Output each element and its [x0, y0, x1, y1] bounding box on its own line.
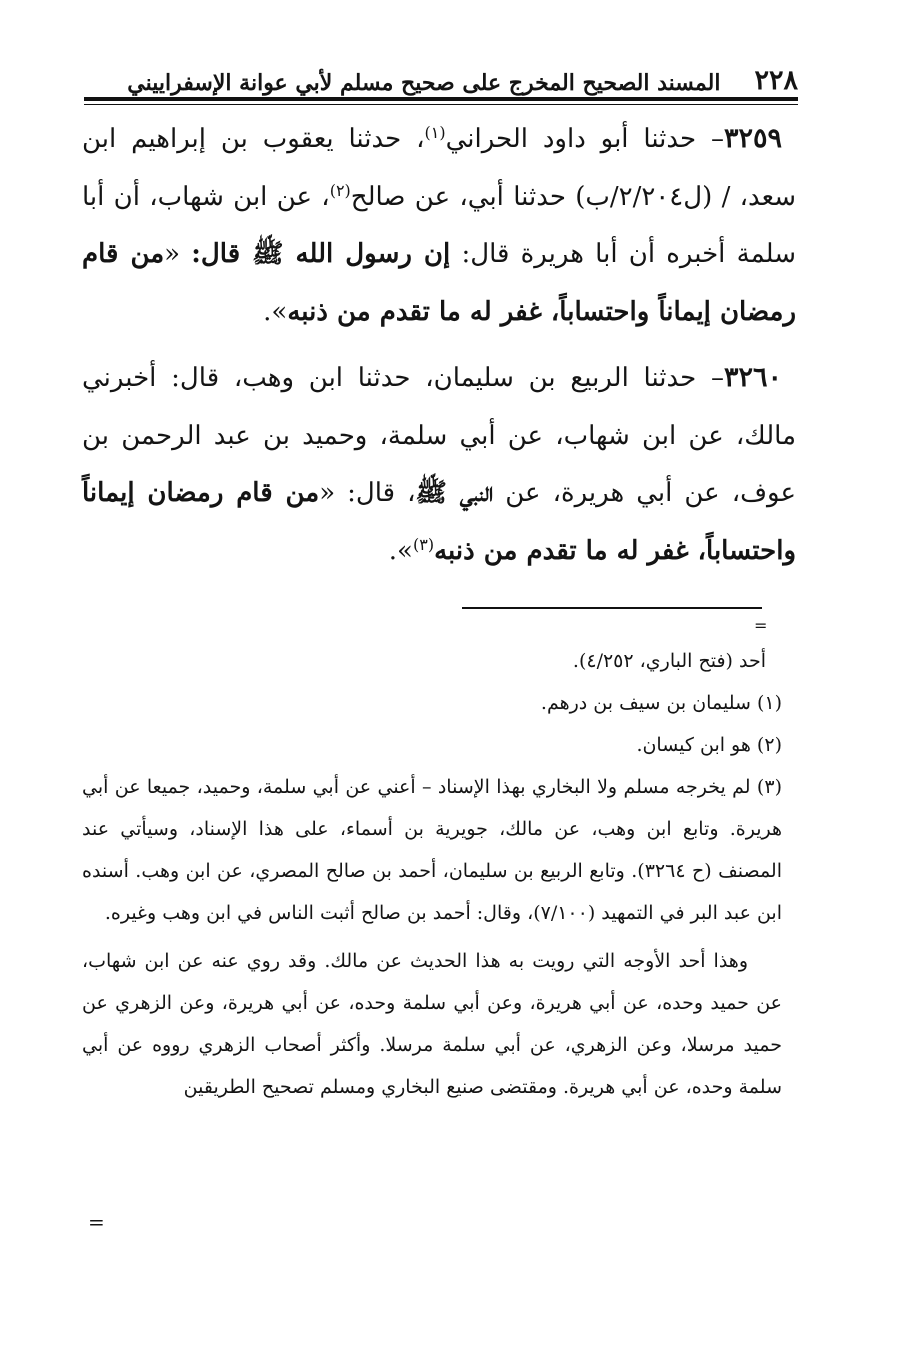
hadith-number: ٣٢٦٠	[723, 362, 782, 393]
hadith-matn: من قام رمضان إيماناً واحتساباً، غفر له ما تقدم من ذنبه	[82, 478, 796, 566]
footnote-ref: (٢)	[329, 180, 351, 200]
page-header	[82, 58, 798, 94]
header-rule-thick	[84, 97, 798, 101]
hadith-bold-text: إن رسول الله ﷺ قال:	[191, 239, 451, 269]
hadith-3260	[82, 349, 796, 580]
hadith-matn: من قام رمضان إيماناً واحتساباً، غفر له ما تقدم من ذنبه	[82, 239, 796, 327]
footnote-1: (١) سليمان بن سيف بن درهم.	[540, 692, 782, 714]
quote-close: ».	[263, 296, 288, 327]
footnote-3-paragraph: وهذا أحد الأوجه التي رويت به هذا الحديث عن مالك. وقد روي عنه عن ابن شهاب، عن حميد وحده، عن أبي هريرة، وعن أبي سلمة وحده، عن أبي هريرة، وعن الزهري عن حميد مرسلا، وعن الزهري، عن أبي سلمة مرسلا. وأكثر أصحاب الزهري رووه عن أبي سلمة وحده، عن أبي هريرة. ومقتضى صنيع البخاري ومسلم تصحيح الطريقين	[82, 950, 782, 1098]
running-title: المسند الصحيح المخرج على صحيح مسلم لأبي عوانة الإسفراييني	[127, 70, 721, 96]
quote-open: «	[164, 239, 192, 269]
hadith-text: – حدثنا الربيع بن سليمان، حدثنا ابن وهب، قال: أخبرني مالك، عن ابن شهاب، عن أبي سلمة، وحميد بن عبد الرحمن بن عوف، عن أبي هريرة، عن	[82, 363, 796, 508]
quote-close: ».	[388, 535, 413, 566]
hadith-bold-text: النبي ﷺ	[415, 478, 494, 508]
hadith-text: – حدثنا أبو داود الحراني	[445, 124, 724, 154]
footnote-3: (٣) لم يخرجه مسلم ولا البخاري بهذا الإسناد – أعني عن أبي سلمة، وحميد، جميعا عن أبي هريرة. وتابع ابن وهب، عن مالك، جويرية بن أسماء، على هذا الإسناد، وسيأتي عند المصنف (ح ٣٢٦٤). وتابع الربيع بن سليمان، أحمد بن صالح المصري، عن ابن وهب. أسنده ابن عبد البر في التمهيد (٧/١٠٠)، وقال: أحمد بن صالح أثبت الناس في ابن وهب وغيره.	[82, 776, 782, 924]
hadith-text: ، حدثنا يعقوب بن إبراهيم ابن سعد، / (ل٢/٢٠٤/ب) حدثنا أبي، عن صالح	[82, 124, 796, 212]
footnote-separator	[462, 607, 762, 609]
hadith-3259	[82, 110, 796, 341]
hadith-text: ، قال: «	[319, 478, 416, 508]
continuation-mark: =	[754, 616, 768, 635]
header-rule-thin	[84, 104, 798, 105]
continuation-mark-end: =	[88, 1210, 105, 1234]
page-number: ٢٢٨	[754, 65, 798, 96]
footnote-2: (٢) هو ابن كيسان.	[636, 734, 782, 756]
footnote-ref: (١)	[424, 123, 446, 142]
footnotes	[82, 640, 782, 1108]
hadith-number: ٣٢٥٩	[724, 123, 783, 154]
footnote-ref: (٣)	[412, 534, 435, 554]
footnote-continued: أحد (فتح الباري، ٤/٢٥٢).	[572, 650, 766, 672]
hadith-text: ، عن ابن شهاب، أن أبا سلمة أخبره أن أبا هريرة قال:	[82, 181, 796, 269]
main-text	[82, 110, 796, 580]
